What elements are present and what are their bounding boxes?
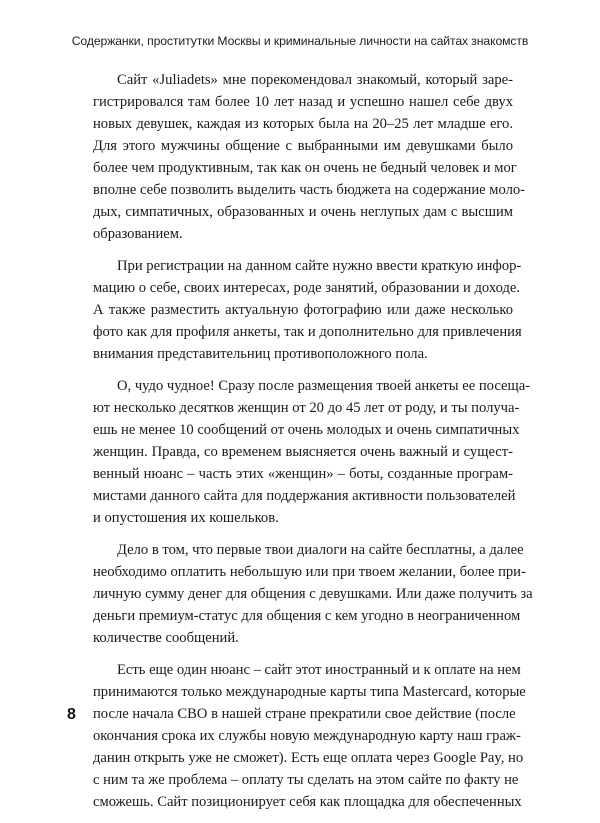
text-line: венный нюанс – часть этих «женщин» – боты, созданные програм-	[93, 466, 513, 482]
text-line: мистами данного сайта для поддержания активности пользователей	[93, 488, 516, 504]
text-line: Сайт «Juliadets» мне порекомендовал знакомый, который заре-	[117, 72, 513, 88]
text-line: количестве сообщений.	[93, 630, 239, 646]
text-line: после начала СВО в нашей стране прекратили свое действие (после	[93, 706, 516, 722]
text-line: необходимо оплатить небольшую или при твоем желании, более при-	[93, 564, 526, 580]
text-line: сможешь. Сайт позиционирует себя как площадка для обеспеченных	[93, 794, 522, 810]
text-line: гистрировался там более 10 лет назад и успешно нашел себе двух	[93, 94, 513, 110]
body-text	[93, 69, 533, 823]
text-line: дых, симпатичных, образованных и очень неглупых дам с высшим	[93, 204, 513, 220]
text-line: фото как для профиля анкеты, так и дополнительно для привлечения	[93, 324, 522, 340]
text-line: Дело в том, что первые твои диалоги на сайте бесплатны, а далее	[117, 542, 524, 558]
text-line: При регистрации на данном сайте нужно ввести краткую инфор-	[117, 258, 522, 274]
text-line: женщин. Правда, со временем выясняется очень важный и сущест-	[93, 444, 513, 460]
paragraph	[93, 255, 522, 365]
text-line: внимания представительниц противоположного пола.	[93, 346, 428, 362]
text-line: А также разместить актуальную фотографию или даже несколько	[93, 302, 513, 318]
paragraph	[93, 539, 533, 649]
text-line: личную сумму денег для общения с девушками. Или даже получить за	[93, 586, 533, 602]
paragraph	[93, 375, 531, 529]
text-line: ют несколько десятков женщин от 20 до 45 лет от роду, и ты получа-	[93, 400, 520, 416]
text-line: окончания срока их службы новую международную карту наш граж-	[93, 728, 521, 744]
text-line: деньги премиум-статус для общения с кем угодно в неограниченном	[93, 608, 521, 624]
text-line: и опустошения их кошельков.	[93, 510, 279, 526]
text-line: данин открыть уже не сможет). Есть еще оплата через Google Pay, но	[93, 750, 524, 766]
paragraph	[93, 659, 526, 813]
running-head: Содержанки, проститутки Москвы и криминальные личности на сайтах знакомств	[71, 34, 529, 48]
text-line: новых девушек, каждая из которых была на 20–25 лет младше его.	[93, 116, 513, 132]
text-line: вполне себе позволить выделить часть бюджета на содержание моло-	[93, 182, 526, 198]
text-line: мацию о себе, своих интересах, роде занятий, образовании и доходе.	[93, 280, 521, 296]
page-number: 8	[67, 706, 76, 723]
text-line: более чем продуктивным, так как он очень не бедный человек и мог	[93, 160, 517, 176]
text-line: принимаются только международные карты типа Mastercard, которые	[93, 684, 526, 700]
text-line: образованием.	[93, 226, 183, 242]
text-line: с ним та же проблема – оплату ты сделать на этом сайте по факту не	[93, 772, 519, 788]
paragraph	[93, 69, 526, 245]
text-line: О, чудо чудное! Сразу после размещения твоей анкеты ее посеща-	[117, 378, 531, 394]
text-line: ешь не менее 10 сообщений от очень молодых и очень симпатичных	[93, 422, 520, 438]
text-line: Есть еще один нюанс – сайт этот иностранный и к оплате на нем	[117, 662, 521, 678]
text-line: Для этого мужчины общение с выбранными им девушками было	[93, 138, 513, 154]
